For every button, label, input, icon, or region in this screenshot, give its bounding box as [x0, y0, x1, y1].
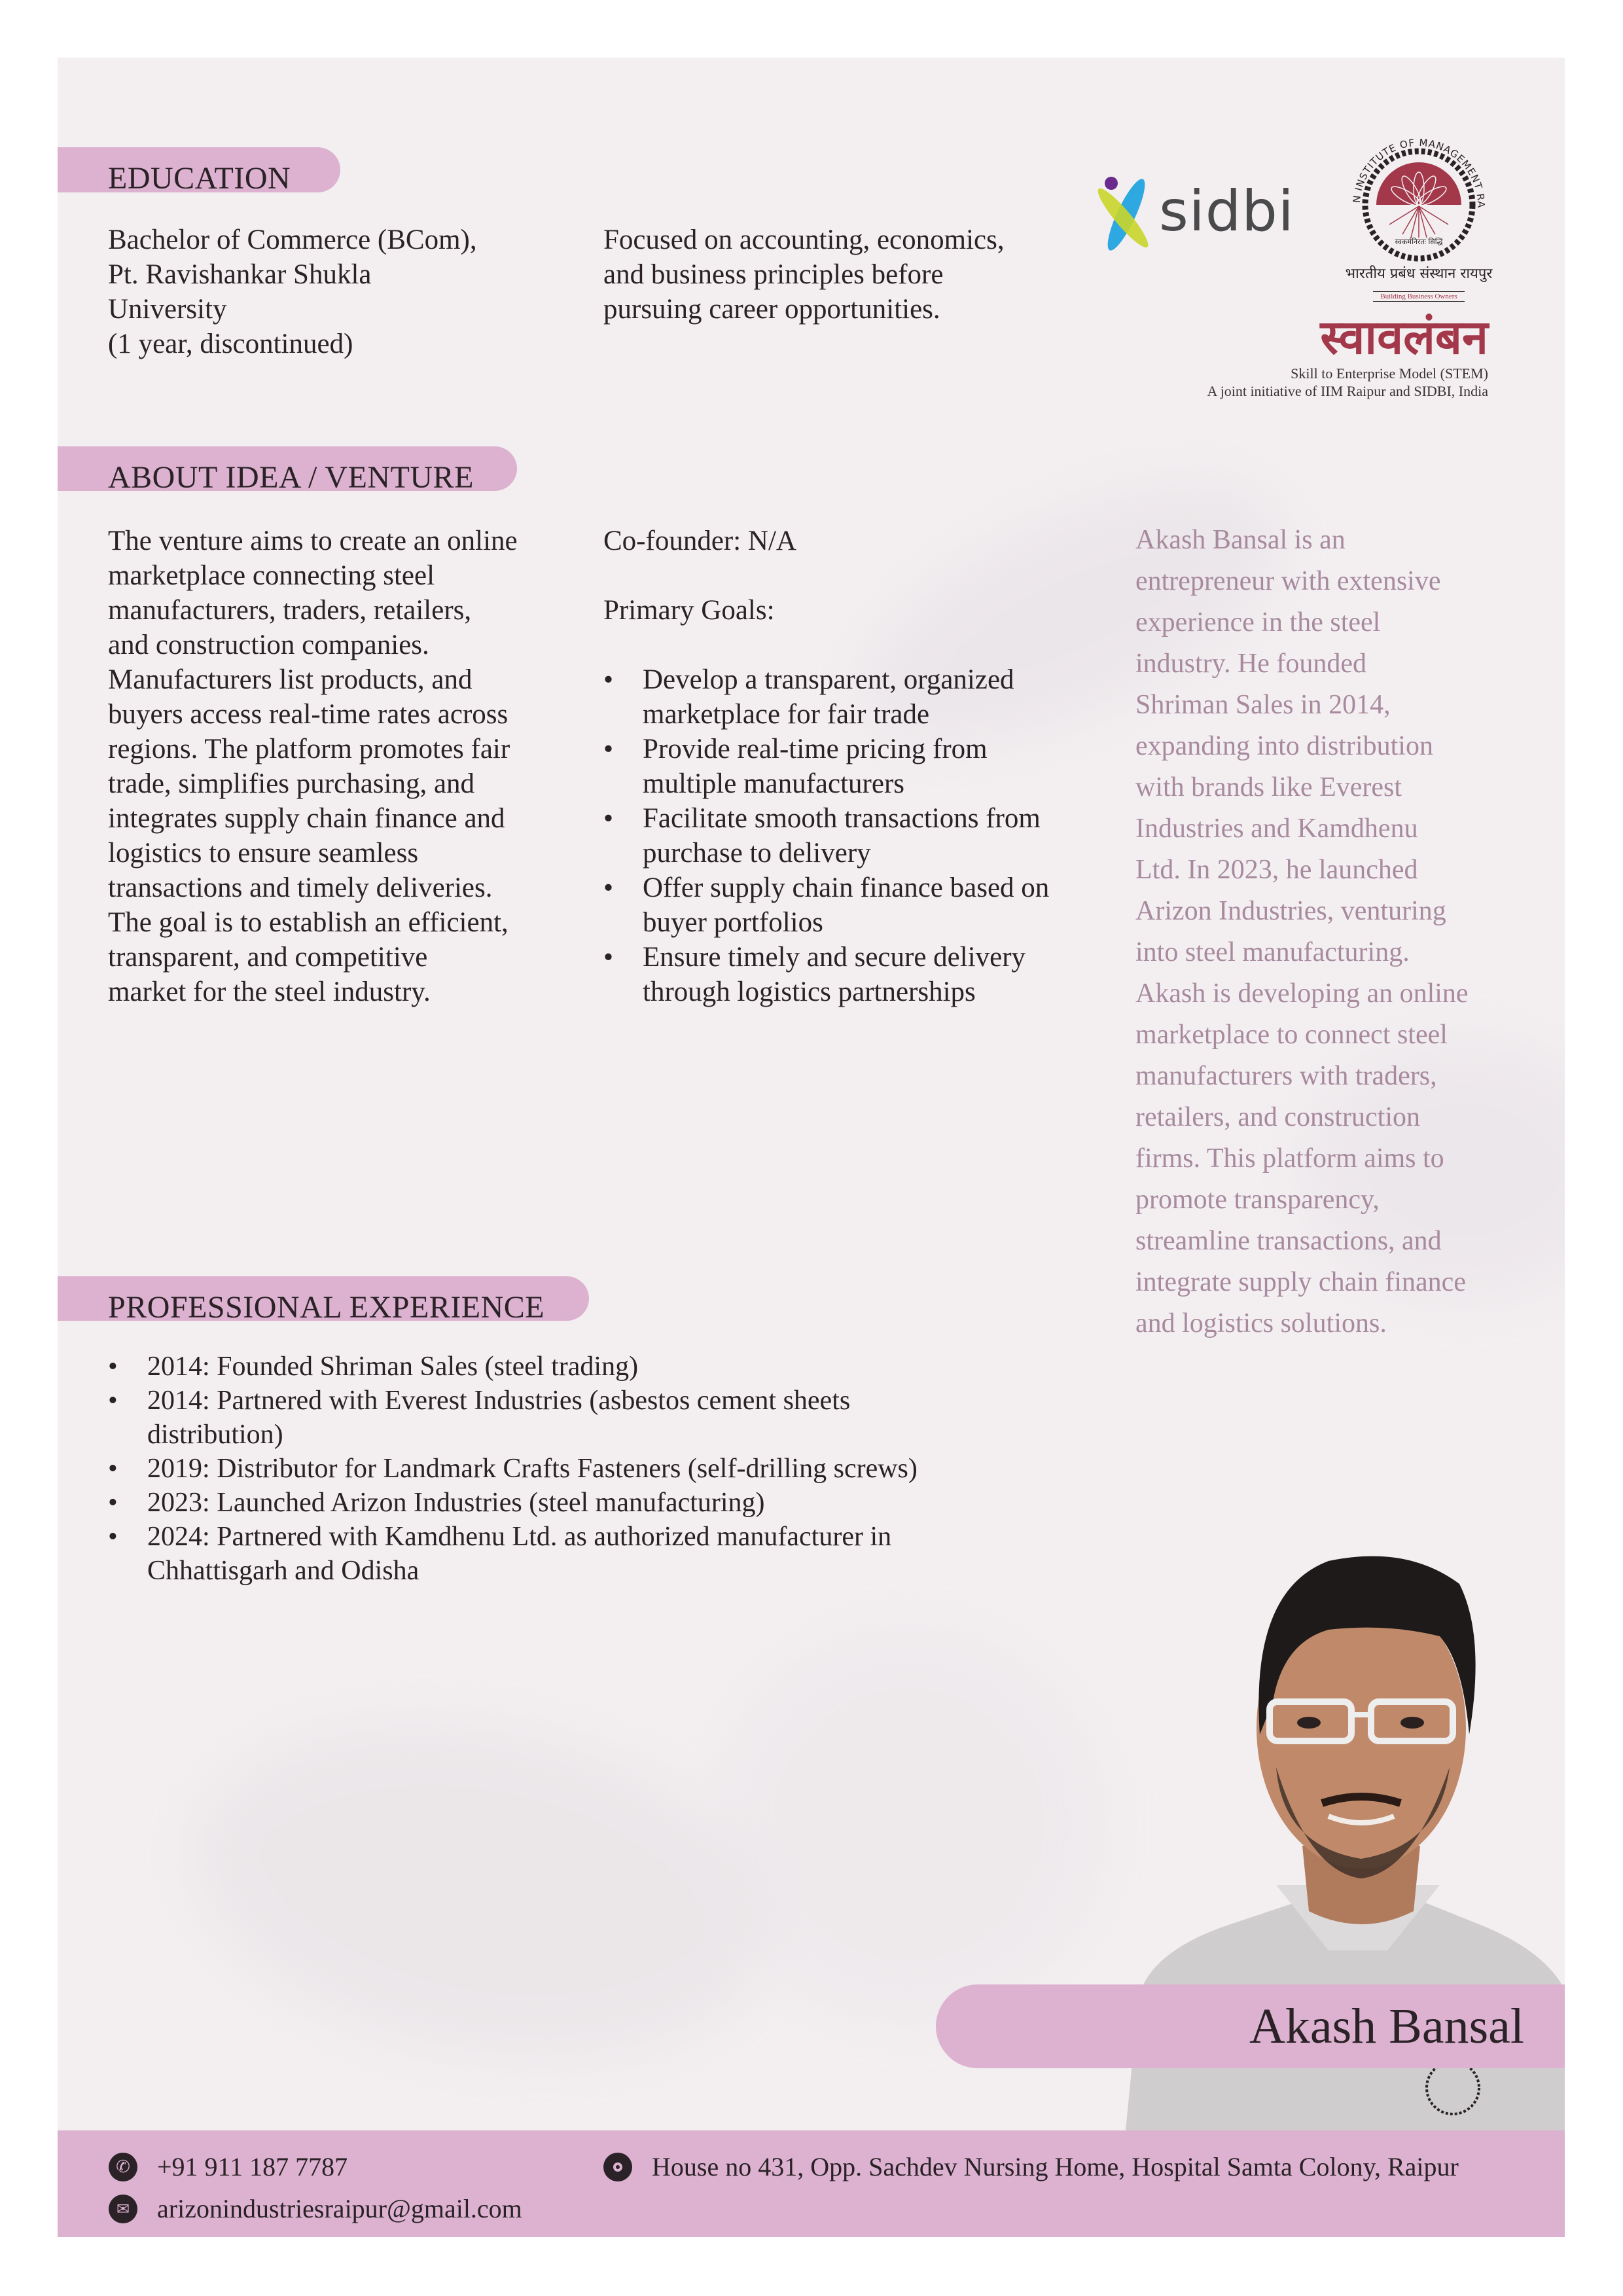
- cofounder: [603, 524, 1140, 558]
- bio-line: retailers, and construction: [1135, 1102, 1421, 1132]
- svg-text:INDIAN INSTITUTE OF MANAGEMENT: N INSTITUTE OF MANAGEMENT RA: [1350, 136, 1488, 209]
- education-description-line: pursuing career opportunities.: [603, 294, 940, 325]
- bio-line: industry. He founded: [1135, 649, 1367, 679]
- swavalamban-logo: [1096, 310, 1488, 400]
- bio-line: streamline transactions, and: [1135, 1226, 1442, 1256]
- bio-line: expanding into distribution: [1135, 731, 1433, 761]
- bio-line: promote transparency,: [1135, 1185, 1380, 1215]
- about-line: and construction companies.: [108, 630, 429, 660]
- education-degree-line: Bachelor of Commerce (BCom),: [108, 224, 477, 255]
- experience-heading: PROFESSIONAL EXPERIENCE: [108, 1290, 545, 1325]
- education-heading: EDUCATION: [108, 161, 291, 196]
- about-line: regions. The platform promotes fair: [108, 734, 510, 764]
- experience-item: • 2014: Partnered with Everest Industries (asbestos cement sheets distribution): [108, 1384, 1090, 1452]
- iim-seal-icon: [1340, 126, 1497, 290]
- bio-line: into steel manufacturing.: [1135, 937, 1410, 967]
- bio-line: manufacturers with traders,: [1135, 1061, 1437, 1091]
- name-band: [936, 1984, 1565, 2068]
- address-text: House no 431, Opp. Sachdev Nursing Home, Hospital Samta Colony, Raipur: [652, 2152, 1459, 2181]
- bio-line: firms. This platform aims to: [1135, 1143, 1444, 1174]
- bio-line: Akash is developing an online: [1135, 978, 1469, 1009]
- phone-icon: ✆: [109, 2153, 137, 2181]
- svg-text:स्वकर्मनिरतः सिद्धिं: स्वकर्मनिरतः सिद्धिं: [1395, 238, 1443, 246]
- bio-line: with brands like Everest: [1135, 772, 1402, 802]
- primary-goals-heading: Primary Goals:: [603, 595, 775, 626]
- svg-text:भारतीय प्रबंध संस्थान रायपुर: भारतीय प्रबंध संस्थान रायपुर: [1345, 266, 1493, 282]
- about-line: The goal is to establish an efficient,: [108, 907, 508, 938]
- background-texture: [164, 1678, 801, 2103]
- bio-line: Shriman Sales in 2014,: [1135, 690, 1391, 720]
- swavalamban-title: स्वावलंबन: [1320, 310, 1488, 365]
- about-heading: ABOUT IDEA / VENTURE: [108, 460, 474, 495]
- iim-tagline: Building Business Owners: [1373, 291, 1465, 302]
- sidbi-wordmark: sidbi: [1159, 179, 1294, 244]
- about-line: manufacturers, traders, retailers,: [108, 595, 472, 626]
- about-line: The venture aims to create an online: [108, 526, 518, 556]
- experience-list: [108, 1350, 1090, 1588]
- education-degree-line: University: [108, 294, 227, 325]
- goal-item: • Develop a transparent, organized marketplace for fair trade: [603, 662, 1140, 732]
- location-pin-icon: [603, 2153, 632, 2181]
- goal-item: • Ensure timely and secure delivery through logistics partnerships: [603, 940, 1140, 1009]
- education-description: [603, 223, 1005, 327]
- experience-item: • 2014: Founded Shriman Sales (steel trading): [108, 1350, 1090, 1384]
- about-line: trade, simplifies purchasing, and: [108, 768, 475, 799]
- sidbi-figure-icon: [1090, 169, 1162, 254]
- phone-link[interactable]: +91 911 187 7787: [157, 2152, 348, 2181]
- primary-goals-list: [603, 662, 1140, 1009]
- cofounder-value: N/A: [741, 526, 796, 556]
- about-line: buyers access real-time rates across: [108, 699, 508, 730]
- education-degree-line: Pt. Ravishankar Shukla: [108, 259, 372, 290]
- about-line: transparent, and competitive: [108, 942, 428, 973]
- bio-line: Ltd. In 2023, he launched: [1135, 855, 1418, 885]
- stem-joint-initiative: A joint initiative of IIM Raipur and SIDBI, India: [1207, 383, 1488, 399]
- bio-line: experience in the steel: [1135, 607, 1381, 637]
- bio-line: integrate supply chain finance: [1135, 1267, 1466, 1297]
- education-degree: [108, 223, 477, 361]
- about-line: integrates supply chain finance and: [108, 803, 505, 834]
- bio-line: and logistics solutions.: [1135, 1308, 1387, 1338]
- contact-footer: [58, 2130, 1565, 2237]
- about-line: marketplace connecting steel: [108, 560, 435, 591]
- bio-line: Industries and Kamdhenu: [1135, 814, 1418, 844]
- education-description-line: Focused on accounting, economics,: [603, 224, 1005, 255]
- education-degree-line: (1 year, discontinued): [108, 329, 353, 359]
- about-line: market for the steel industry.: [108, 977, 431, 1007]
- goal-item: • Facilitate smooth transactions from purchase to delivery: [603, 801, 1140, 870]
- resume-page: [58, 58, 1565, 2237]
- about-line: transactions and timely deliveries.: [108, 872, 493, 903]
- education-description-line: and business principles before: [603, 259, 944, 290]
- goal-item: • Provide real-time pricing from multiple manufacturers: [603, 732, 1140, 801]
- about-description: [108, 524, 518, 1009]
- sidbi-logo: [1090, 169, 1319, 254]
- email-link[interactable]: arizonindustriesraipur@gmail.com: [157, 2194, 522, 2223]
- goal-item: • Offer supply chain finance based on buyer portfolios: [603, 870, 1140, 940]
- about-line: logistics to ensure seamless: [108, 838, 419, 869]
- iim-raipur-logo: [1340, 126, 1497, 310]
- bio-line: Akash Bansal is an: [1135, 525, 1346, 555]
- email-icon: ✉: [109, 2195, 137, 2223]
- about-line: Manufacturers list products, and: [108, 664, 473, 695]
- stem-subtitle: Skill to Enterprise Model (STEM): [1291, 365, 1488, 382]
- cofounder-label: Co-founder:: [603, 526, 741, 556]
- experience-item: • 2024: Partnered with Kamdhenu Ltd. as authorized manufacturer in Chhattisgarh and Odisha: [108, 1520, 1090, 1588]
- bio-line: entrepreneur with extensive: [1135, 566, 1441, 596]
- about-details: [603, 524, 1140, 1009]
- experience-item: • 2023: Launched Arizon Industries (steel manufacturing): [108, 1486, 1090, 1520]
- bio-line: Arizon Industries, venturing: [1135, 896, 1446, 926]
- bio-paragraph: [1135, 520, 1469, 1344]
- bio-line: marketplace to connect steel: [1135, 1020, 1448, 1050]
- profile-name: Akash Bansal: [1249, 1999, 1524, 2054]
- background-texture: [712, 1628, 1105, 2021]
- experience-item: • 2019: Distributor for Landmark Crafts Fasteners (self-drilling screws): [108, 1452, 1090, 1486]
